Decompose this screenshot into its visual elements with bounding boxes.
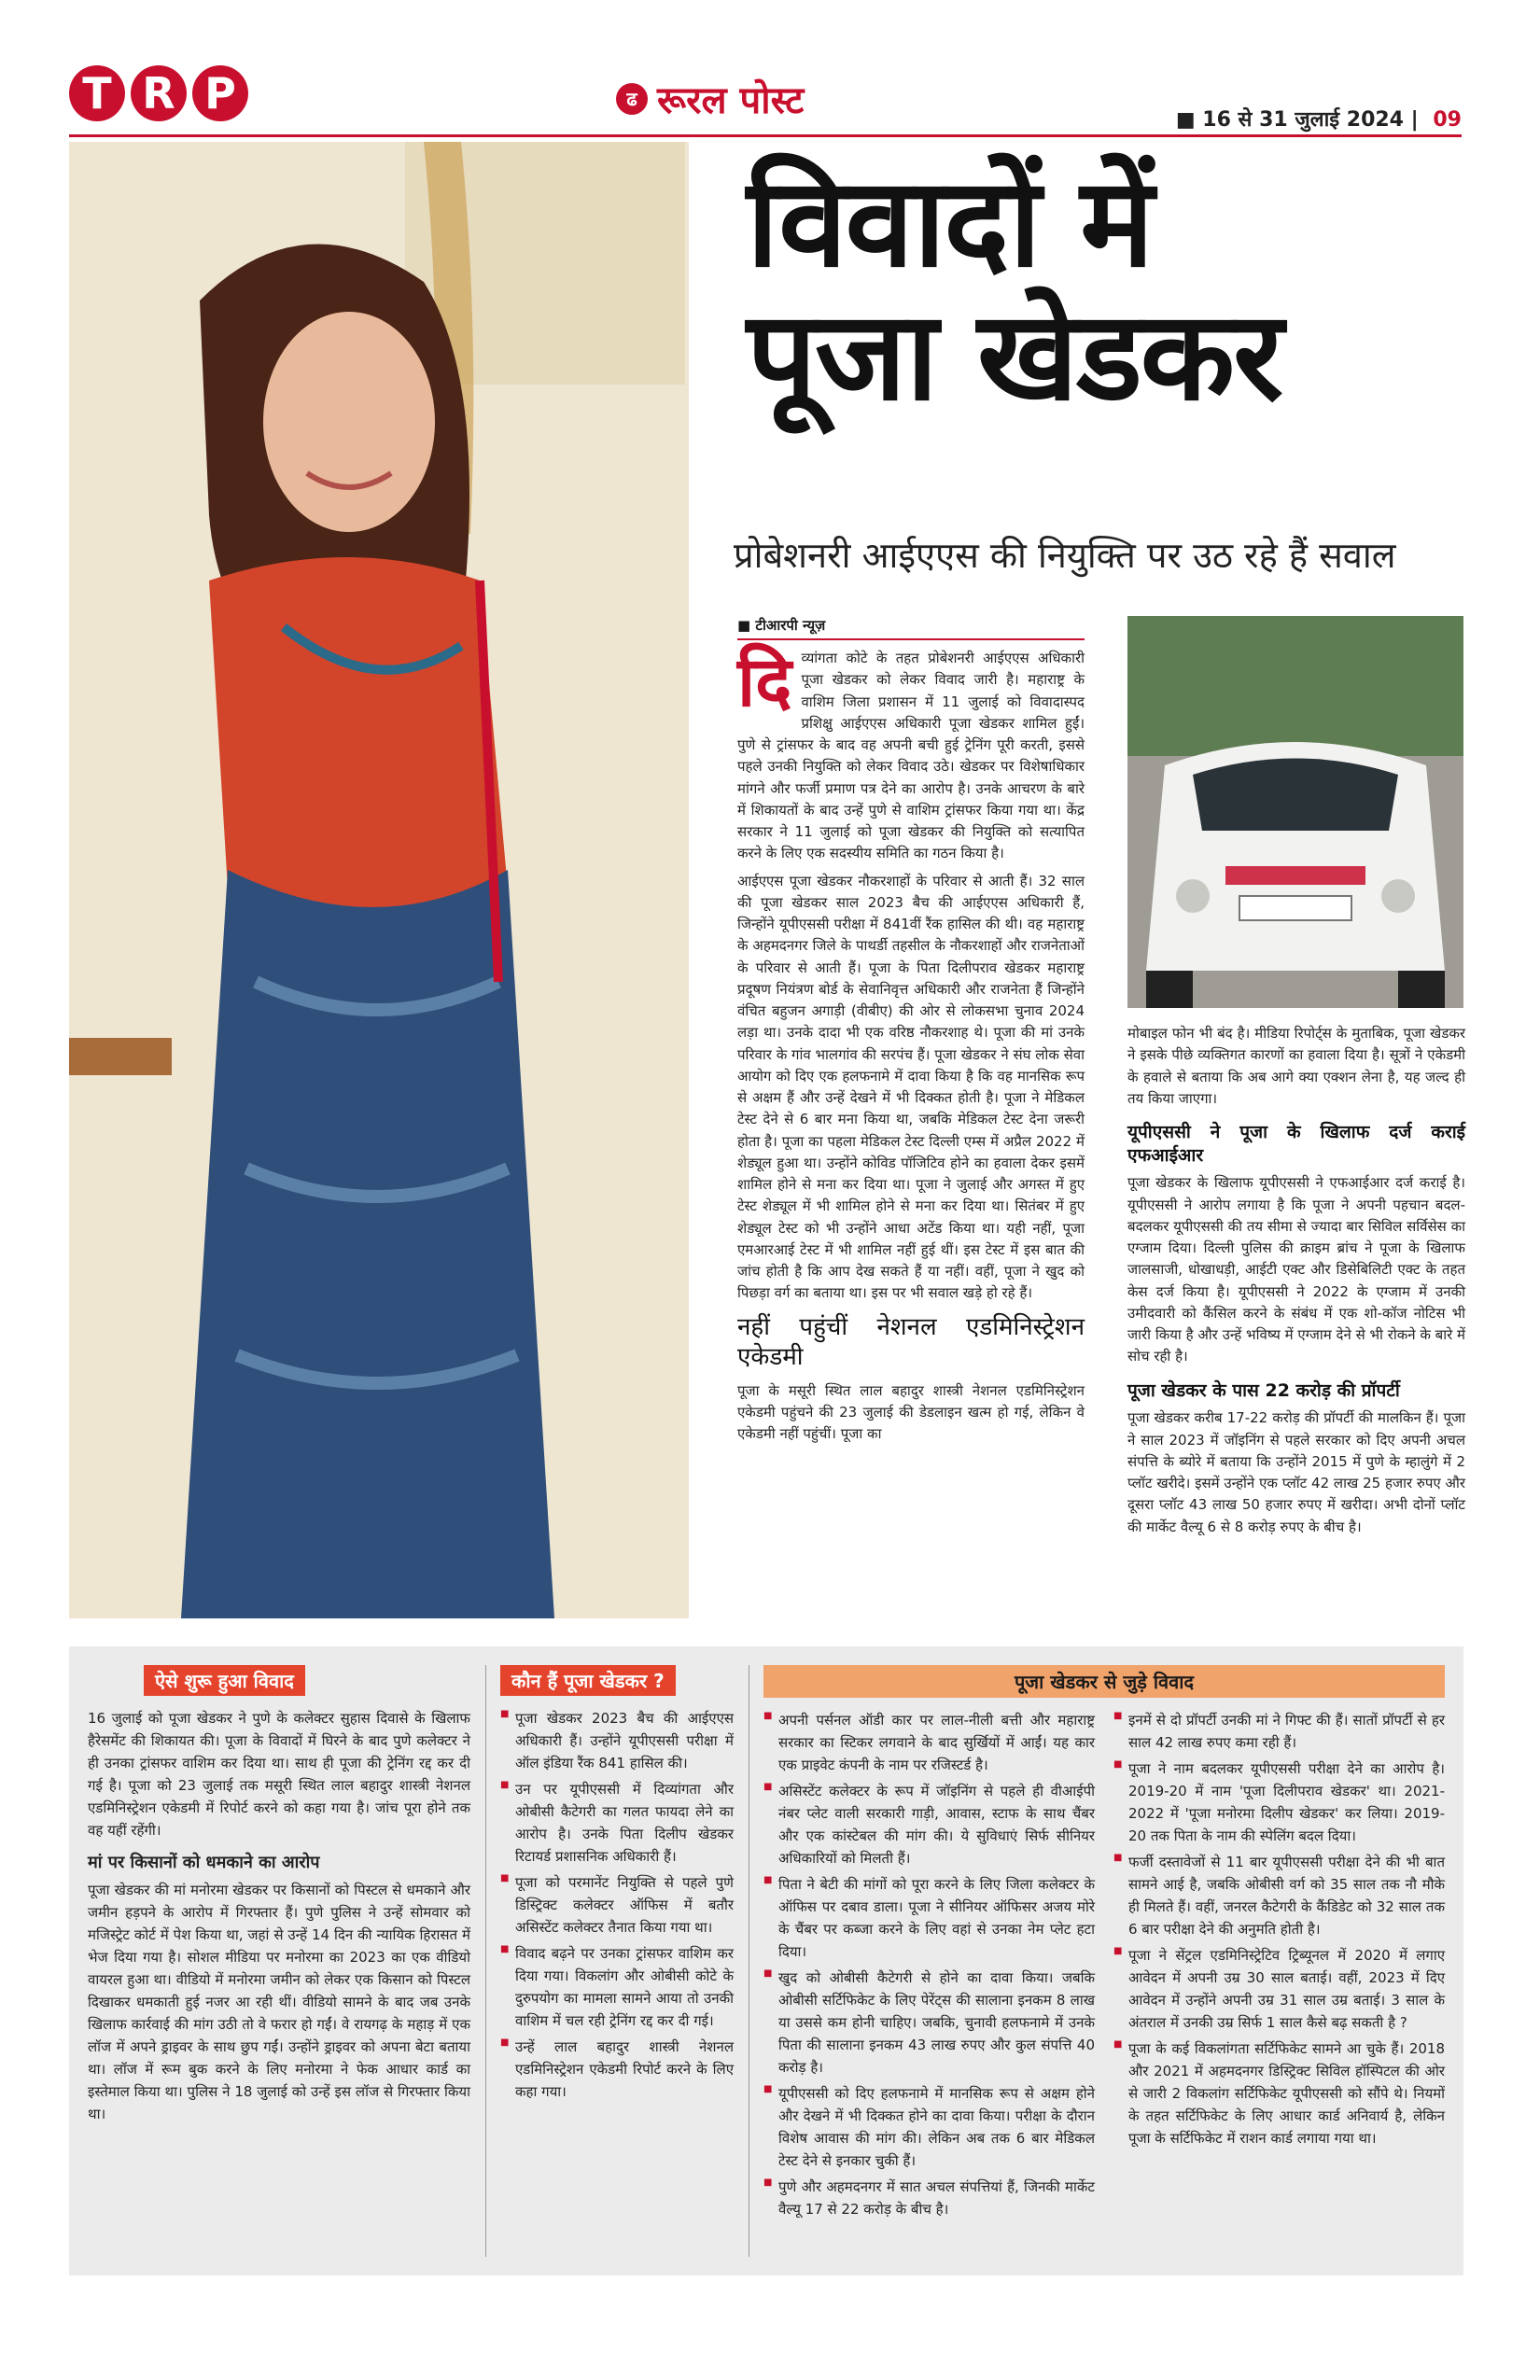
list-item: ■ पूजा को परमानेंट नियुक्ति से पहले पुणे डिस्ट्रिक्ट कलेक्टर ऑफिस में बतौर असिस्टेंट कलेक्टर तैनात किया गया था। <box>500 1871 734 1939</box>
car-photo <box>1127 616 1463 1008</box>
main-photo <box>69 142 689 1618</box>
box-paragraph: 16 जुलाई को पूजा खेडकर ने पुणे के कलेक्टर सुहास दिवासे के खिलाफ हैरेसमेंट की शिकायत की। पूजा के विवादों में घिरने के बाद पुणे कलेक्टर ने ही उनका ट्रांसफर वाशिम कर दिया था। साथ ही पूजा की ट्रेनिंग रद्द कर दी गई है। पूजा को 23 जुलाई तक मसूरी स्थित लाल बहादुर शास्त्री नेशनल एडमिनिस्ट्रेशन एकेडमी में रिपोर्ट करने को कहा गया है। जांच पूरा होने तक वह यहीं रहेंगी। <box>88 1710 470 1839</box>
section-tag: पूजा खेडकर से जुड़े विवाद <box>763 1665 1445 1698</box>
section-heading: नहीं पहुंचीं नेशनल एडमिनिस्ट्रेशन एकेडमी <box>737 1312 1085 1371</box>
section-heading: पूजा खेडकर के पास 22 करोड़ की प्रॉपर्टी <box>1127 1379 1400 1401</box>
header-rule <box>69 134 1462 137</box>
list-item: ■ पूजा खेडकर 2023 बैच की आईएएस अधिकारी हैं। उन्होंने यूपीएससी परीक्षा में ऑल इंडिया रैंक 841 हासिल की। <box>500 1707 734 1774</box>
issue-info <box>1176 105 1462 133</box>
article-paragraph: पूजा खेडकर करीब 17-22 करोड़ की प्रॉपर्टी की मालकिन हैं। पूजा ने साल 2023 में जॉइनिंग से पहले सरकार को दिए अपनी अचल संपत्ति के ब्योरे में बताया कि उन्होंने 2015 में पुणे के म्हालुंगे में 2 प्लॉट खरीदे। इसमें उन्होंने एक प्लॉट 42 लाख 25 हजार रुपए और दूसरा प्लॉट 43 लाख 50 हजार रुपए में खरीदा। अभी दोनों प्लॉट की मार्केट वैल्यू 6 से 8 करोड़ रुपए के बीच है। <box>1127 1409 1465 1535</box>
headline <box>747 151 1475 428</box>
list-item: ■ पिता ने बेटी की मांगों को पूरा करने के लिए जिला कलेक्टर के ऑफिस पर दबाव डाला। पूजा ने सीनियर ऑफिसर अजय मोरे के चैंबर पर कब्जा करने के लिए वहां से उनका नेम प्लेट हटा दिया। <box>763 1873 1095 1963</box>
issue-date: 16 से 31 जुलाई 2024 <box>1202 108 1404 132</box>
two-column-list <box>763 1709 1445 2224</box>
headline-line-1: विवादों में <box>747 151 1153 295</box>
logo-letter: P <box>192 65 248 121</box>
list-item: ■ खुद को ओबीसी कैटेगरी से होने का दावा किया। जबकि ओबीसी सर्टिफिकेट के लिए पेरेंट्स की सालाना इनकम 8 लाख या उससे कम होनी चाहिए। जबकि, चुनावी हलफनामे में उनके पिता की सालाना इनकम 43 लाख रुपए और कुल संपत्ति 40 करोड़ है। <box>763 1967 1095 2079</box>
masthead-badge: ढ <box>616 83 648 115</box>
logo-letter: T <box>69 65 125 121</box>
byline-rule <box>737 638 1085 640</box>
byline <box>737 616 825 635</box>
square-bullet-icon: ■ <box>1175 108 1196 132</box>
list-item: ■ पूजा ने सेंट्रल एडमिनिस्ट्रेटिव ट्रिब्यूनल में 2020 में लगाए आवेदन में अपनी उम्र 30 साल बताई। वहीं, 2023 में दिए आवेदन में उन्होंने अपनी उम्र 31 साल उम्र बताई। 3 साल के अंतराल में उनकी उम्र सिर्फ 1 साल कैसे बढ़ सकती है ? <box>1113 1944 1445 2034</box>
trp-logo <box>69 65 248 121</box>
article-paragraph: मोबाइल फोन भी बंद है। मीडिया रिपोर्ट्स के मुताबिक, पूजा खेडकर ने इसके पीछे व्यक्तिगत कारणों का हवाला दिया है। सूत्रों ने एकेडमी के हवाले से बताया कि अब आगे क्या एक्शन लेना है, यह जल्द ही तय किया जाएगा। <box>1127 1025 1465 1107</box>
list-item: ■ पुणे और अहमदनगर में सात अचल संपत्तियां हैं, जिनकी मार्केट वैल्यू 17 से 22 करोड़ के बीच है। <box>763 2176 1095 2220</box>
woman-in-saree-illustration <box>69 142 689 1618</box>
list-item: ■ पूजा के कई विकलांगता सर्टिफिकेट सामने आ चुके हैं। 2018 और 2021 में अहमदनगर डिस्ट्रिक्ट सिविल हॉस्पिटल की ओर से जारी 2 विकलांग सर्टिफिकेट यूपीएससी को सौंपे थे। नियमों के तहत सर्टिफिकेट के लिए आधार कार्ड अनिवार्य है, लेकिन पूजा के सर्टिफिकेट में राशन कार्ड लगाया गया था। <box>1113 2037 1445 2149</box>
paragraph-text: व्यांगता कोटे के तहत प्रोबेशनरी आईएएस अधिकारी पूजा खेडकर को लेकर विवाद जारी है। महाराष्ट्र के वाशिम जिला प्रशासन में 11 जुलाई को विवादास्पद प्रशिक्षु आईएएस अधिकारी पूजा खेडकर शामिल हुईं। पुणे से ट्रांसफर के बाद वह अपनी बची हुई ट्रेनिंग पूरी करती, इससे पहले उनकी नियुक्ति को लेकर विवाद उठे। खेडकर पर विशेषाधिकार मांगने और फर्जी प्रमाण पत्र देने का आरोप है। उनके आचरण के बारे में शिकायतों के बाद उन्हें पुणे से वाशिम ट्रांसफर किया गया था। केंद्र सरकार ने 11 जुलाई को पूजा खेडकर की नियुक्ति को सत्यापित करने के लिए एक सदस्यीय समिति का गठन किया है। <box>737 650 1085 862</box>
separator: | <box>1410 108 1426 132</box>
masthead <box>616 73 804 124</box>
box-column-who-is <box>500 1665 734 2107</box>
page-number: 09 <box>1433 108 1462 132</box>
box-heading: मां पर किसानों को धमकाने का आरोप <box>88 1853 320 1872</box>
section-heading: यूपीएससी ने पूजा के खिलाफ दर्ज कराई एफआईआर <box>1127 1122 1465 1166</box>
list-item: ■ अपनी पर्सनल ऑडी कार पर लाल-नीली बत्ती और महाराष्ट्र सरकार का स्टिकर लगवाने के बाद सुर्खियों में आईं। यह कार एक प्राइवेट कंपनी के नाम पर रजिस्टर्ड है। <box>763 1709 1095 1776</box>
masthead-title: रूरल पोस्ट <box>657 78 805 122</box>
list-item: ■ फर्जी दस्तावेजों से 11 बार यूपीएससी परीक्षा देने की भी बात सामने आई है, जबकि ओबीसी वर्ग को 35 साल तक नौ मौके ही मिलते हैं। वहीं, जनरल कैटेगरी के कैंडिडेट को 32 साल तक 6 बार परीक्षा देने की अनुमति होती है। <box>1113 1851 1445 1940</box>
list-item: ■ पूजा ने नाम बदलकर यूपीएससी परीक्षा देने का आरोप है। 2019-20 में नाम 'पूजा दिलीपराव खेडकर' था। 2021- 2022 में 'पूजा मनोरमा दिलीप खेडकर' कर लिया। 2019-20 तक पिता के नाम की स्पेलिंग बदल दिया। <box>1113 1757 1445 1847</box>
box-paragraph: पूजा खेडकर की मां मनोरमा खेडकर पर किसानों को पिस्टल से धमकाने और जमीन हड़पने के आरोप में गिरफ्तार हैं। पुणे पुलिस ने उन्हें सोमवार को मजिस्ट्रेट कोर्ट में पेश किया था, जहां से उन्हें 14 दिन की न्यायिक हिरासत में भेज दिया गया है। सोशल मीडिया पर मनोरमा का 2023 का एक वीडियो वायरल हुआ था। वीडियो में मनोरमा जमीन को लेकर एक किसान को पिस्टल दिखाकर धमकाती हुई नजर आ रही थीं। वीडियो सामने के बाद जब उनके खिलाफ कार्रवाई की मांग उठी तो वे फरार हो गईं। वे रायगढ़ के महाड़ में एक लॉज में अपने ड्राइवर के साथ छुप गईं। उन्होंने ड्राइवर को अपना बेटा बताया था। लॉज में रूम बुक करने के लिए मनोरमा ने फेक आधार कार्ड का इस्तेमाल किया था। पुलिस ने 18 जुलाई को उन्हें इस लॉज से गिरफ्तार किया था। <box>88 1882 470 2122</box>
square-bullet-icon: ■ <box>737 617 751 634</box>
info-box <box>69 1646 1463 2275</box>
logo-letter: R <box>131 65 187 121</box>
bullet-list <box>1113 1709 1445 2224</box>
byline-text: टीआरपी न्यूज़ <box>755 617 826 634</box>
list-item: ■ उन पर यूपीएससी में दिव्यांगता और ओबीसी कैटेगरी का गलत फायदा लेने का आरोप है। उनके पिता दिलीप खेडकर रिटायर्ड प्रशासनिक अधिकारी हैं। <box>500 1778 734 1868</box>
article-paragraph: पूजा खेडकर के खिलाफ यूपीएससी ने एफआईआर दर्ज कराई है। यूपीएससी ने आरोप लगाया है कि पूजा ने अपनी पहचान बदल-बदलकर यूपीएससी की तय सीमा से ज्यादा बार सिविल सर्विसेस का एग्जाम दिया। दिल्ली पुलिस की क्राइम ब्रांच ने पूजा के खिलाफ जालसाजी, धोखाधड़ी, आईटी एक्ट और डिसेबिलिटी एक्ट के तहत केस दर्ज किया है। यूपीएससी ने 2022 के एग्जाम में उनकी उमीदवारी को कैंसिल करने के संबंध में एक शो-कॉज नोटिस भी जारी किया है और उन्हें भविष्य में एग्जाम देने से भी रोकने के बारे में सोच रही है। <box>1127 1174 1465 1365</box>
article-column-main <box>737 642 1085 1450</box>
bullet-list <box>763 1709 1095 2224</box>
box-column-controversy-start <box>88 1665 470 2125</box>
article-paragraph <box>737 642 1085 865</box>
column-divider <box>485 1665 486 2257</box>
dropcap: दि <box>737 642 792 722</box>
list-item: ■ विवाद बढ़ने पर उनका ट्रांसफर वाशिम कर दिया गया। विकलांग और ओबीसी कोटे के दुरुपयोग का मामला सामने आया तो उनकी वाशिम में चल रही ट्रेनिंग रद्द कर दी गई। <box>500 1942 734 2032</box>
headline-line-2: पूजा खेडकर <box>747 284 1282 428</box>
article-paragraph: पूजा के मसूरी स्थित लाल बहादुर शास्त्री नेशनल एडमिनिस्ट्रेशन एकेडमी पहुंचने की 23 जुलाई की डेडलाइन खत्म हो गई, लेकिन वे एकेडमी नहीं पहुंचीं। पूजा का <box>737 1381 1085 1442</box>
list-item: ■ यूपीएससी को दिए हलफनामे में मानसिक रूप से अक्षम होने और देखने में भी दिक्कत होने का दावा किया। परीक्षा के दौरान विशेष आवास की मांग की। लेकिन अब तक 6 बार मेडिकल टेस्ट देने से इनकार चुकी हैं। <box>763 2082 1095 2172</box>
box-column-controversies <box>763 1665 1445 2224</box>
article-column-side <box>1127 1023 1465 1544</box>
list-item: ■ इनमें से दो प्रॉपर्टी उनकी मां ने गिफ्ट की हैं। सातों प्रॉपर्टी से हर साल 42 लाख रुपए कमा रही हैं। <box>1113 1709 1445 1754</box>
list-item: ■ असिस्टेंट कलेक्टर के रूप में जॉइनिंग से पहले ही वीआईपी नंबर प्लेट वाली सरकारी गाड़ी, आवास, स्टाफ के साथ चैंबर और एक कांस्टेबल की मांग की। ये सुविधाएं सिर्फ सीनियर अधिकारियों को मिलती हैं। <box>763 1780 1095 1869</box>
section-tag: ऐसे शुरू हुआ विवाद <box>144 1665 305 1696</box>
section-tag: कौन हैं पूजा खेडकर ? <box>500 1665 676 1696</box>
article-paragraph: आईएएस पूजा खेडकर नौकरशाहों के परिवार से आती हैं। 32 साल की पूजा खेडकर साल 2023 बैच की आईएएस अधिकारी हैं, जिन्होंने यूपीएससी परीक्षा में 841वीं रैंक हासिल की थी। वह महाराष्ट्र के अहमदनगर जिले के पाथर्डी तहसील के नौकरशाहों और राजनेताओं के परिवार से आती हैं। पूजा के पिता दिलीपराव खेडकर महाराष्ट्र प्रदूषण नियंत्रण बोर्ड के सेवानिवृत्त अधिकारी और राजनेता हैं जिन्होंने वंचित बहुजन अगाड़ी (वीबीए) की ओर से लोकसभा चुनाव 2024 लड़ा था। उनके दादा भी एक वरिष्ठ नौकरशाह थे। पूजा की मां उनके परिवार के गांव भालगांव की सरपंच हैं। पूजा खेडकर ने संघ लोक सेवा आयोग को दिए एक हलफनामे में दावा किया है कि वह मानसिक रूप से अक्षम हैं और उन्हें देखने में भी दिक्कत होती है। पूजा ने मेडिकल टेस्ट देने से 6 बार मना किया था, जबकि मेडिकल टेस्ट देना जरूरी होता है। पूजा का पहला मेडिकल टेस्ट दिल्ली एम्स में अप्रैल 2022 में शेड्यूल हुआ था। उन्होंने कोविड पॉजिटिव होने का हवाला देकर इसमें शामिल होने से मना कर दिया था। पूजा ने जुलाई और अगस्त में हुए टेस्ट शेड्यूल में भी शामिल होने से मना कर दिया था। सितंबर में हुए शेड्यूल टेस्ट को भी उन्होंने आधा अटेंड किया था। यही नहीं, पूजा एमआरआई टेस्ट में भी शामिल नहीं हुई थीं। इस टेस्ट में इस बात की जांच होती है कि आप देख सकते हैं या नहीं। वहीं, पूजा ने खुद को पिछड़ा वर्ग का बताया था। इस पर भी सवाल खड़े हो रहे हैं। <box>737 872 1085 1302</box>
subheadline: प्रोबेशनरी आईएएस की नियुक्ति पर उठ रहे हैं सवाल <box>734 535 1396 576</box>
list-item: ■ उन्हें लाल बहादुर शास्त्री नेशनल एडमिनिस्ट्रेशन एकेडमी रिपोर्ट करने के लिए कहा गया। <box>500 2036 734 2103</box>
white-audi-car-illustration <box>1127 616 1463 1008</box>
bullet-list <box>500 1707 734 2103</box>
